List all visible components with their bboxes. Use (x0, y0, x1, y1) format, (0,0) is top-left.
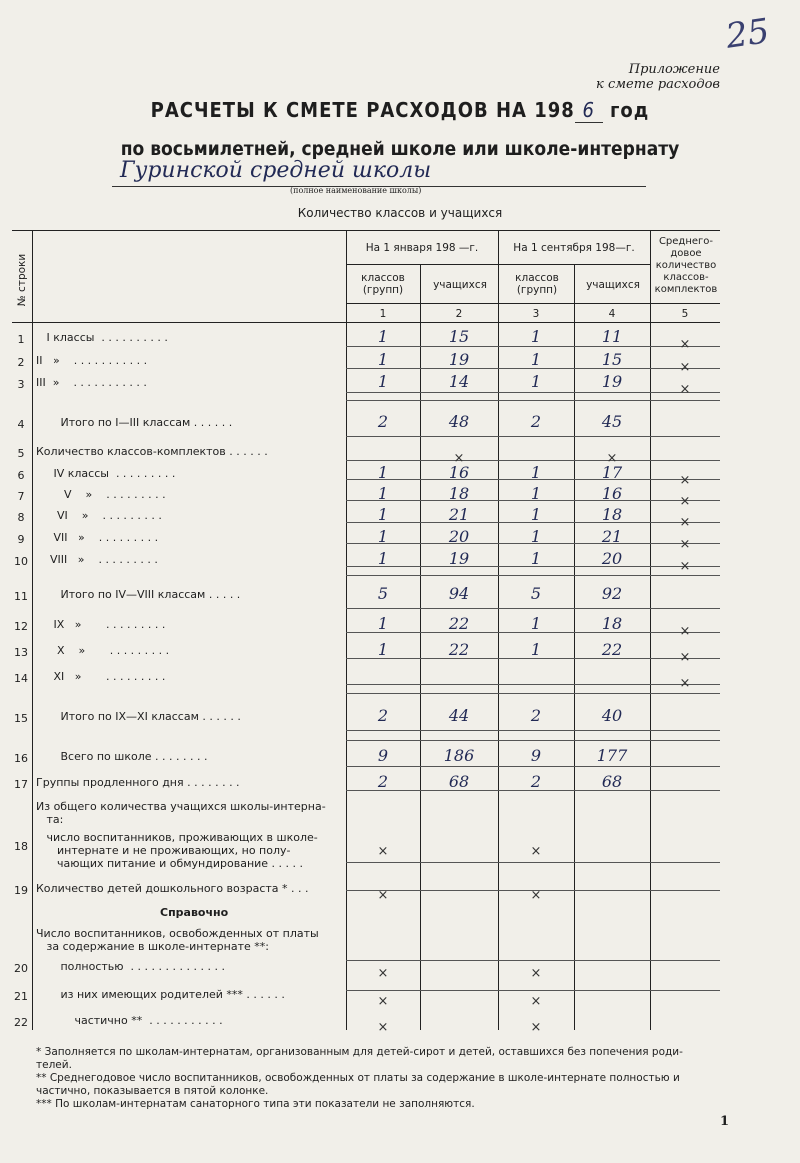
cell-row21-col3: × (530, 994, 542, 1009)
row-number: 15 (14, 712, 28, 725)
row-number: 7 (17, 490, 25, 503)
row-separator (346, 730, 720, 731)
school-name-hint: (полное наименование школы) (290, 186, 422, 195)
appendix-note (596, 62, 720, 92)
cell-row4-col3: 2 (530, 412, 542, 431)
row-label: Всего по школе . . . . . . . . (36, 750, 208, 763)
cell-row8-col2: 21 (448, 505, 470, 524)
cell-row16-col2: 186 (443, 746, 475, 765)
cell-row2-col1: 1 (377, 350, 389, 369)
cell-row13-col3: 1 (530, 640, 542, 659)
cell-row13-col4: 22 (601, 640, 623, 659)
row18-line3: чающих питание и обмундирование . . . . . (36, 857, 304, 870)
cell-row14-col5: × (679, 676, 691, 691)
cell-row9-col2: 20 (448, 527, 470, 546)
row-label: XI » . . . . . . . . . (36, 670, 166, 683)
cell-row13-col1: 1 (377, 640, 389, 659)
cell-row9-col1: 1 (377, 527, 389, 546)
reference-line1: Число воспитанников, освобожденных от платы (36, 927, 319, 940)
row-number: 12 (14, 620, 28, 633)
row-label: VIII » . . . . . . . . . (36, 553, 158, 566)
cell-row1-col1: 1 (377, 327, 389, 346)
cell-row2-col2: 19 (448, 350, 470, 369)
page-number: 1 (720, 1114, 730, 1129)
row18-head2: та: (36, 813, 64, 826)
row-number: 11 (14, 590, 28, 603)
row-separator (346, 693, 720, 694)
cell-row16-col1: 9 (377, 746, 389, 765)
cell-row4-col2: 48 (448, 412, 470, 431)
row-separator (346, 400, 720, 401)
row-number: 18 (14, 840, 28, 853)
row-label: Группы продленного дня . . . . . . . . (36, 776, 240, 789)
cell-row1-col2: 15 (448, 327, 470, 346)
vline-rownum (32, 230, 33, 1030)
cell-row11-col2: 94 (448, 584, 470, 603)
footnote-2: ** Среднегодовое число воспитанников, освобожденных от платы за содержание в школе-интернате полностью и (36, 1072, 680, 1084)
row-label: из них имеющих родителей *** . . . . . . (36, 988, 285, 1001)
row-number: 21 (14, 990, 28, 1003)
cell-row21-col1: × (377, 994, 389, 1009)
header-jan-students: учащихся (433, 279, 487, 291)
cell-row20-col3: × (530, 966, 542, 981)
row-number: 14 (14, 672, 28, 685)
cell-row11-col1: 5 (377, 584, 389, 603)
row-number: 8 (17, 511, 25, 524)
row-number: 10 (14, 555, 28, 568)
header-row-number-text: № строки (16, 253, 28, 307)
cell-row12-col1: 1 (377, 614, 389, 633)
cell-row1-col5: × (679, 337, 691, 352)
row18-line2: интернате и не проживающих, но полу- (36, 844, 291, 857)
header-jan-classes: классов (групп) (361, 272, 405, 296)
cell-row22-col1: × (377, 1020, 389, 1035)
cell-row1-col4: 11 (601, 327, 623, 346)
cell-row9-col4: 21 (601, 527, 623, 546)
cell-row10-col3: 1 (530, 549, 542, 568)
row-separator (346, 575, 720, 576)
cell-row7-col2: 18 (448, 484, 470, 503)
footnote-1: * Заполняется по школам-интернатам, организованным для детей-сирот и детей, оставшихся без попечения роди- (36, 1046, 683, 1058)
row-label: VI » . . . . . . . . . (36, 509, 162, 522)
cell-row7-col1: 1 (377, 484, 389, 503)
row-label: полностью . . . . . . . . . . . . . . (36, 960, 225, 973)
row-separator (346, 862, 720, 863)
footnote-1b: телей. (36, 1059, 72, 1071)
handwritten-page-annotation: 25 (723, 11, 772, 57)
row-separator (346, 766, 720, 767)
col-number-4: 4 (608, 308, 616, 320)
cell-row4-col1: 2 (377, 412, 389, 431)
cell-row17-col2: 68 (448, 772, 470, 791)
reference-title: Справочно (160, 906, 229, 919)
row-number: 5 (17, 447, 25, 460)
row-number: 16 (14, 752, 28, 765)
cell-row6-col5: × (679, 473, 691, 488)
row-separator (346, 740, 720, 741)
row-separator (346, 436, 720, 437)
row-separator (346, 608, 720, 609)
row18-head: Из общего количества учащихся школы-интерна- (36, 800, 326, 813)
cell-row1-col3: 1 (530, 327, 542, 346)
cell-row7-col5: × (679, 494, 691, 509)
cell-row9-col5: × (679, 537, 691, 552)
document-subtitle: по восьмилетней, средней школе или школе-интернату (120, 138, 680, 160)
row18-line1: число воспитанников, проживающих в школе- (36, 831, 318, 844)
cell-row16-col4: 177 (596, 746, 628, 765)
header-jan: На 1 января 198 —г. (365, 242, 479, 254)
table-top-border (12, 230, 720, 231)
cell-row12-col4: 18 (601, 614, 623, 633)
cell-row6-col1: 1 (377, 463, 389, 482)
row-number: 13 (14, 646, 28, 659)
cell-row8-col3: 1 (530, 505, 542, 524)
appendix-line-1: Приложение (628, 62, 720, 77)
col-number-1: 1 (379, 308, 387, 320)
row-label: IX » . . . . . . . . . (36, 618, 166, 631)
table-title: Количество классов и учащихся (297, 206, 503, 220)
cell-row19-col3: × (530, 888, 542, 903)
row-number: 1 (17, 333, 25, 346)
col-number-3: 3 (532, 308, 540, 320)
col-number-2: 2 (455, 308, 463, 320)
header-sep: На 1 сентября 198—г. (513, 242, 635, 254)
footnote-3: *** По школам-интернатам санаторного типа эти показатели не заполняются. (36, 1098, 475, 1110)
cell-row2-col4: 15 (601, 350, 623, 369)
cell-row6-col3: 1 (530, 463, 542, 482)
cell-row3-col5: × (679, 382, 691, 397)
cell-row17-col4: 68 (601, 772, 623, 791)
row-number: 3 (17, 378, 25, 391)
cell-row17-col3: 2 (530, 772, 542, 791)
row-number: 9 (17, 533, 25, 546)
cell-row7-col3: 1 (530, 484, 542, 503)
row-number: 4 (17, 418, 25, 431)
cell-row7-col4: 16 (601, 484, 623, 503)
cell-row5-col2: × (453, 451, 465, 466)
cell-row15-col1: 2 (377, 706, 389, 725)
title-year-handwritten: 6 (575, 98, 603, 123)
row-separator (346, 460, 720, 461)
header-avg: Среднего-довое количество классов-комплектов (654, 236, 718, 295)
row-label: частично ** . . . . . . . . . . . (36, 1014, 223, 1027)
title-suffix: год (610, 98, 650, 122)
cell-row10-col1: 1 (377, 549, 389, 568)
row-label: II » . . . . . . . . . . . (36, 354, 148, 367)
row-number: 20 (14, 962, 28, 975)
header-col-number-line (346, 303, 720, 304)
cell-row20-col1: × (377, 966, 389, 981)
cell-row19-col1: × (377, 888, 389, 903)
row-label: Количество детей дошкольного возраста * . . . (36, 882, 309, 895)
cell-row12-col3: 1 (530, 614, 542, 633)
row-number: 6 (17, 469, 25, 482)
row-label: V » . . . . . . . . . (36, 488, 166, 501)
cell-row2-col5: × (679, 360, 691, 375)
cell-row6-col4: 17 (601, 463, 623, 482)
cell-row13-col5: × (679, 650, 691, 665)
cell-row8-col5: × (679, 515, 691, 530)
header-sep-students: учащихся (586, 279, 640, 291)
cell-row11-col4: 92 (601, 584, 623, 603)
row-number: 22 (14, 1016, 28, 1029)
cell-row13-col2: 22 (448, 640, 470, 659)
header-row-number (10, 252, 34, 312)
appendix-line-2: к смете расходов (596, 77, 720, 92)
cell-row3-col3: 1 (530, 372, 542, 391)
row-label: VII » . . . . . . . . . (36, 531, 159, 544)
cell-row8-col4: 18 (601, 505, 623, 524)
col-number-5: 5 (681, 308, 689, 320)
cell-row11-col3: 5 (530, 584, 542, 603)
school-name-handwritten: Гуринской средней школы (120, 158, 432, 183)
row-label: X » . . . . . . . . . (36, 644, 170, 657)
cell-row16-col3: 9 (530, 746, 542, 765)
row-number: 19 (14, 884, 28, 897)
row-label: Итого по IX—XI классам . . . . . . (36, 710, 241, 723)
cell-row17-col1: 2 (377, 772, 389, 791)
cell-row4-col4: 45 (601, 412, 623, 431)
cell-row10-col4: 20 (601, 549, 623, 568)
row-label: I классы . . . . . . . . . . (36, 331, 168, 344)
row-number: 2 (17, 356, 25, 369)
cell-row3-col4: 19 (601, 372, 623, 391)
cell-row8-col1: 1 (377, 505, 389, 524)
header-bottom-border (12, 322, 720, 323)
cell-row10-col2: 19 (448, 549, 470, 568)
cell-row12-col5: × (679, 624, 691, 639)
row-separator (346, 960, 720, 961)
row-label: III » . . . . . . . . . . . (36, 376, 147, 389)
cell-row2-col3: 1 (530, 350, 542, 369)
row-label: IV классы . . . . . . . . . (36, 467, 176, 480)
cell-row5-col4: × (606, 451, 618, 466)
title-main: РАСЧЕТЫ К СМЕТЕ РАСХОДОВ НА 198 (150, 98, 575, 122)
cell-row9-col3: 1 (530, 527, 542, 546)
cell-row22-col3: × (530, 1020, 542, 1035)
cell-row10-col5: × (679, 559, 691, 574)
footnote-2b: частично, показывается в пятой колонке. (36, 1085, 269, 1097)
cell-row18-col1: × (377, 844, 389, 859)
cell-row6-col2: 16 (448, 463, 470, 482)
row-separator (346, 990, 720, 991)
reference-line2: за содержание в школе-интернате **: (36, 940, 269, 953)
row-label: Количество классов-комплектов . . . . . . (36, 445, 268, 458)
cell-row15-col3: 2 (530, 706, 542, 725)
cell-row12-col2: 22 (448, 614, 470, 633)
document-title (0, 98, 800, 123)
header-sep-classes: классов (групп) (515, 272, 559, 296)
cell-row18-col3: × (530, 844, 542, 859)
row-number: 17 (14, 778, 28, 791)
cell-row15-col4: 40 (601, 706, 623, 725)
row-label: Итого по I—III классам . . . . . . (36, 416, 233, 429)
cell-row15-col2: 44 (448, 706, 470, 725)
cell-row3-col1: 1 (377, 372, 389, 391)
cell-row3-col2: 14 (448, 372, 470, 391)
row-label: Итого по IV—VIII классам . . . . . (36, 588, 241, 601)
